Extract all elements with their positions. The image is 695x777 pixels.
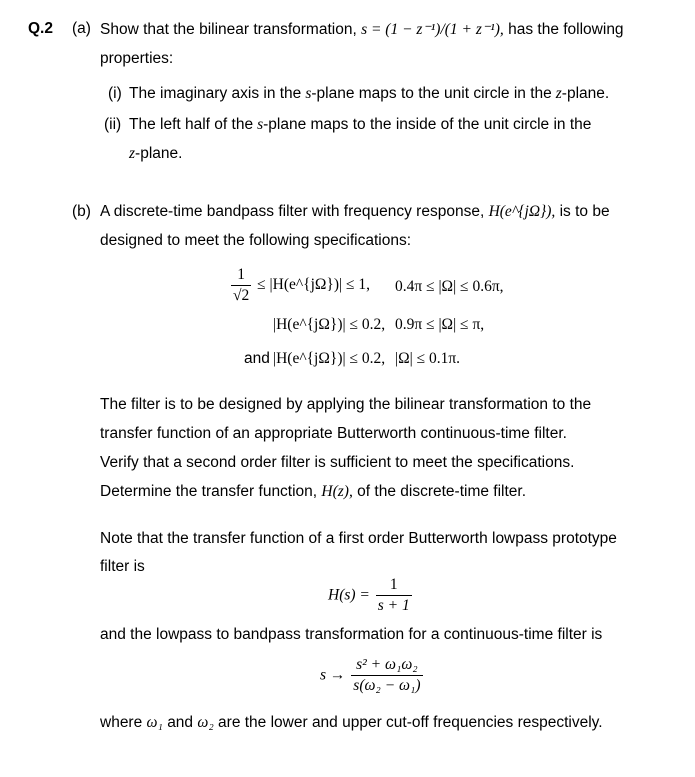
hs-lhs: H(s) = bbox=[328, 586, 370, 604]
part-a-line1-pre: Show that the bilinear transformation, bbox=[100, 21, 357, 38]
spec1-range: 0.4π ≤ |Ω| ≤ 0.6π, bbox=[395, 278, 504, 295]
freq-resp-expr: H(e^{jΩ}), bbox=[488, 203, 556, 220]
map-lhs: s → bbox=[320, 666, 346, 684]
para1-line3: Verify that a second order filter is sufficient to meet the specifications. bbox=[100, 454, 575, 471]
hs-den: s + 1 bbox=[377, 597, 410, 614]
final-post: are the lower and upper cut-off frequencies respectively. bbox=[218, 714, 603, 731]
hs-num: 1 bbox=[389, 576, 398, 593]
part-a-line1-post: has the following bbox=[508, 21, 624, 38]
hs-equation bbox=[328, 576, 412, 615]
para1-line1: The filter is to be designed by applying the bilinear transformation to the bbox=[100, 396, 592, 413]
spec1-mid: ≤ |H(e^{jΩ})| ≤ 1, bbox=[257, 276, 370, 294]
note-line2: filter is bbox=[100, 558, 145, 575]
part-a-label: (a) bbox=[72, 20, 91, 37]
item-ii-pre: The left half of the bbox=[129, 116, 254, 133]
inv-sqrt2-fraction bbox=[231, 266, 251, 305]
sqrt-radicand: 2 bbox=[241, 287, 250, 304]
note-line1: Note that the transfer function of a first order Butterworth lowpass prototype bbox=[100, 530, 617, 547]
inv-sqrt2-num: 1 bbox=[237, 266, 245, 283]
part-a-line1 bbox=[100, 20, 624, 39]
item-ii-end: -plane. bbox=[135, 145, 183, 162]
omega2: ω₂ bbox=[197, 714, 214, 731]
map-num: s² + ω₁ω₂ bbox=[356, 656, 418, 673]
final-pre: where bbox=[100, 714, 143, 731]
item-ii-label: (ii) bbox=[104, 116, 122, 133]
para1-last-pre: Determine the transfer function, bbox=[100, 483, 318, 500]
spec3-mid: |H(e^{jΩ})| ≤ 0.2, bbox=[273, 350, 386, 367]
lp-bp-mapping bbox=[320, 656, 423, 695]
part-b-line2: designed to meet the following specifications: bbox=[100, 232, 412, 249]
part-b-label: (b) bbox=[72, 203, 91, 220]
para1-line4 bbox=[100, 483, 526, 501]
para1-last-post: of the discrete-time filter. bbox=[357, 483, 527, 500]
item-ii-text bbox=[129, 116, 591, 134]
item-i-text bbox=[129, 85, 609, 103]
spec2-mid: |H(e^{jΩ})| ≤ 0.2, bbox=[273, 316, 386, 333]
map-den: s(ω₂ − ω₁) bbox=[353, 677, 421, 694]
question-number: Q.2 bbox=[28, 20, 53, 37]
item-i-mid: -plane maps to the unit circle in the bbox=[311, 85, 552, 102]
item-ii-post: -plane maps to the inside of the unit circle in the bbox=[263, 116, 592, 133]
item-i-post: -plane. bbox=[561, 85, 610, 102]
part-b-line1-pre: A discrete-time bandpass filter with frequency response, bbox=[100, 203, 485, 220]
para1-line2: transfer function of an appropriate Butterworth continuous-time filter. bbox=[100, 425, 567, 442]
lp-bp-line: and the lowpass to bandpass transformation for a continuous-time filter is bbox=[100, 626, 603, 643]
bilinear-transform-expr: s = (1 − z⁻¹)/(1 + z⁻¹), bbox=[361, 21, 504, 38]
inv-sqrt2-den bbox=[231, 285, 251, 305]
item-ii-z: z bbox=[129, 145, 136, 162]
final-line bbox=[100, 714, 603, 732]
spec2-range: 0.9π ≤ |Ω| ≤ π, bbox=[395, 316, 485, 333]
item-ii-s: s bbox=[257, 116, 264, 133]
hz-expr: H(z), bbox=[321, 483, 353, 500]
final-and: and bbox=[167, 714, 194, 731]
omega1: ω₁ bbox=[146, 714, 163, 731]
item-i-pre: The imaginary axis in the bbox=[129, 85, 302, 102]
item-i-z: z bbox=[555, 85, 562, 102]
part-a-line2: properties: bbox=[100, 50, 174, 67]
hs-fraction bbox=[376, 576, 412, 615]
item-ii-line2 bbox=[129, 145, 182, 163]
spec-row-1 bbox=[231, 266, 370, 305]
item-i-s: s bbox=[305, 85, 312, 102]
spec3-and: and bbox=[244, 350, 270, 367]
item-i-label: (i) bbox=[108, 85, 122, 102]
sqrt-icon: √ bbox=[233, 287, 242, 304]
spec3-range: |Ω| ≤ 0.1π. bbox=[395, 350, 461, 367]
part-b-line1 bbox=[100, 203, 610, 221]
part-b-line1-post: is to be bbox=[559, 203, 610, 220]
map-fraction bbox=[351, 656, 422, 695]
